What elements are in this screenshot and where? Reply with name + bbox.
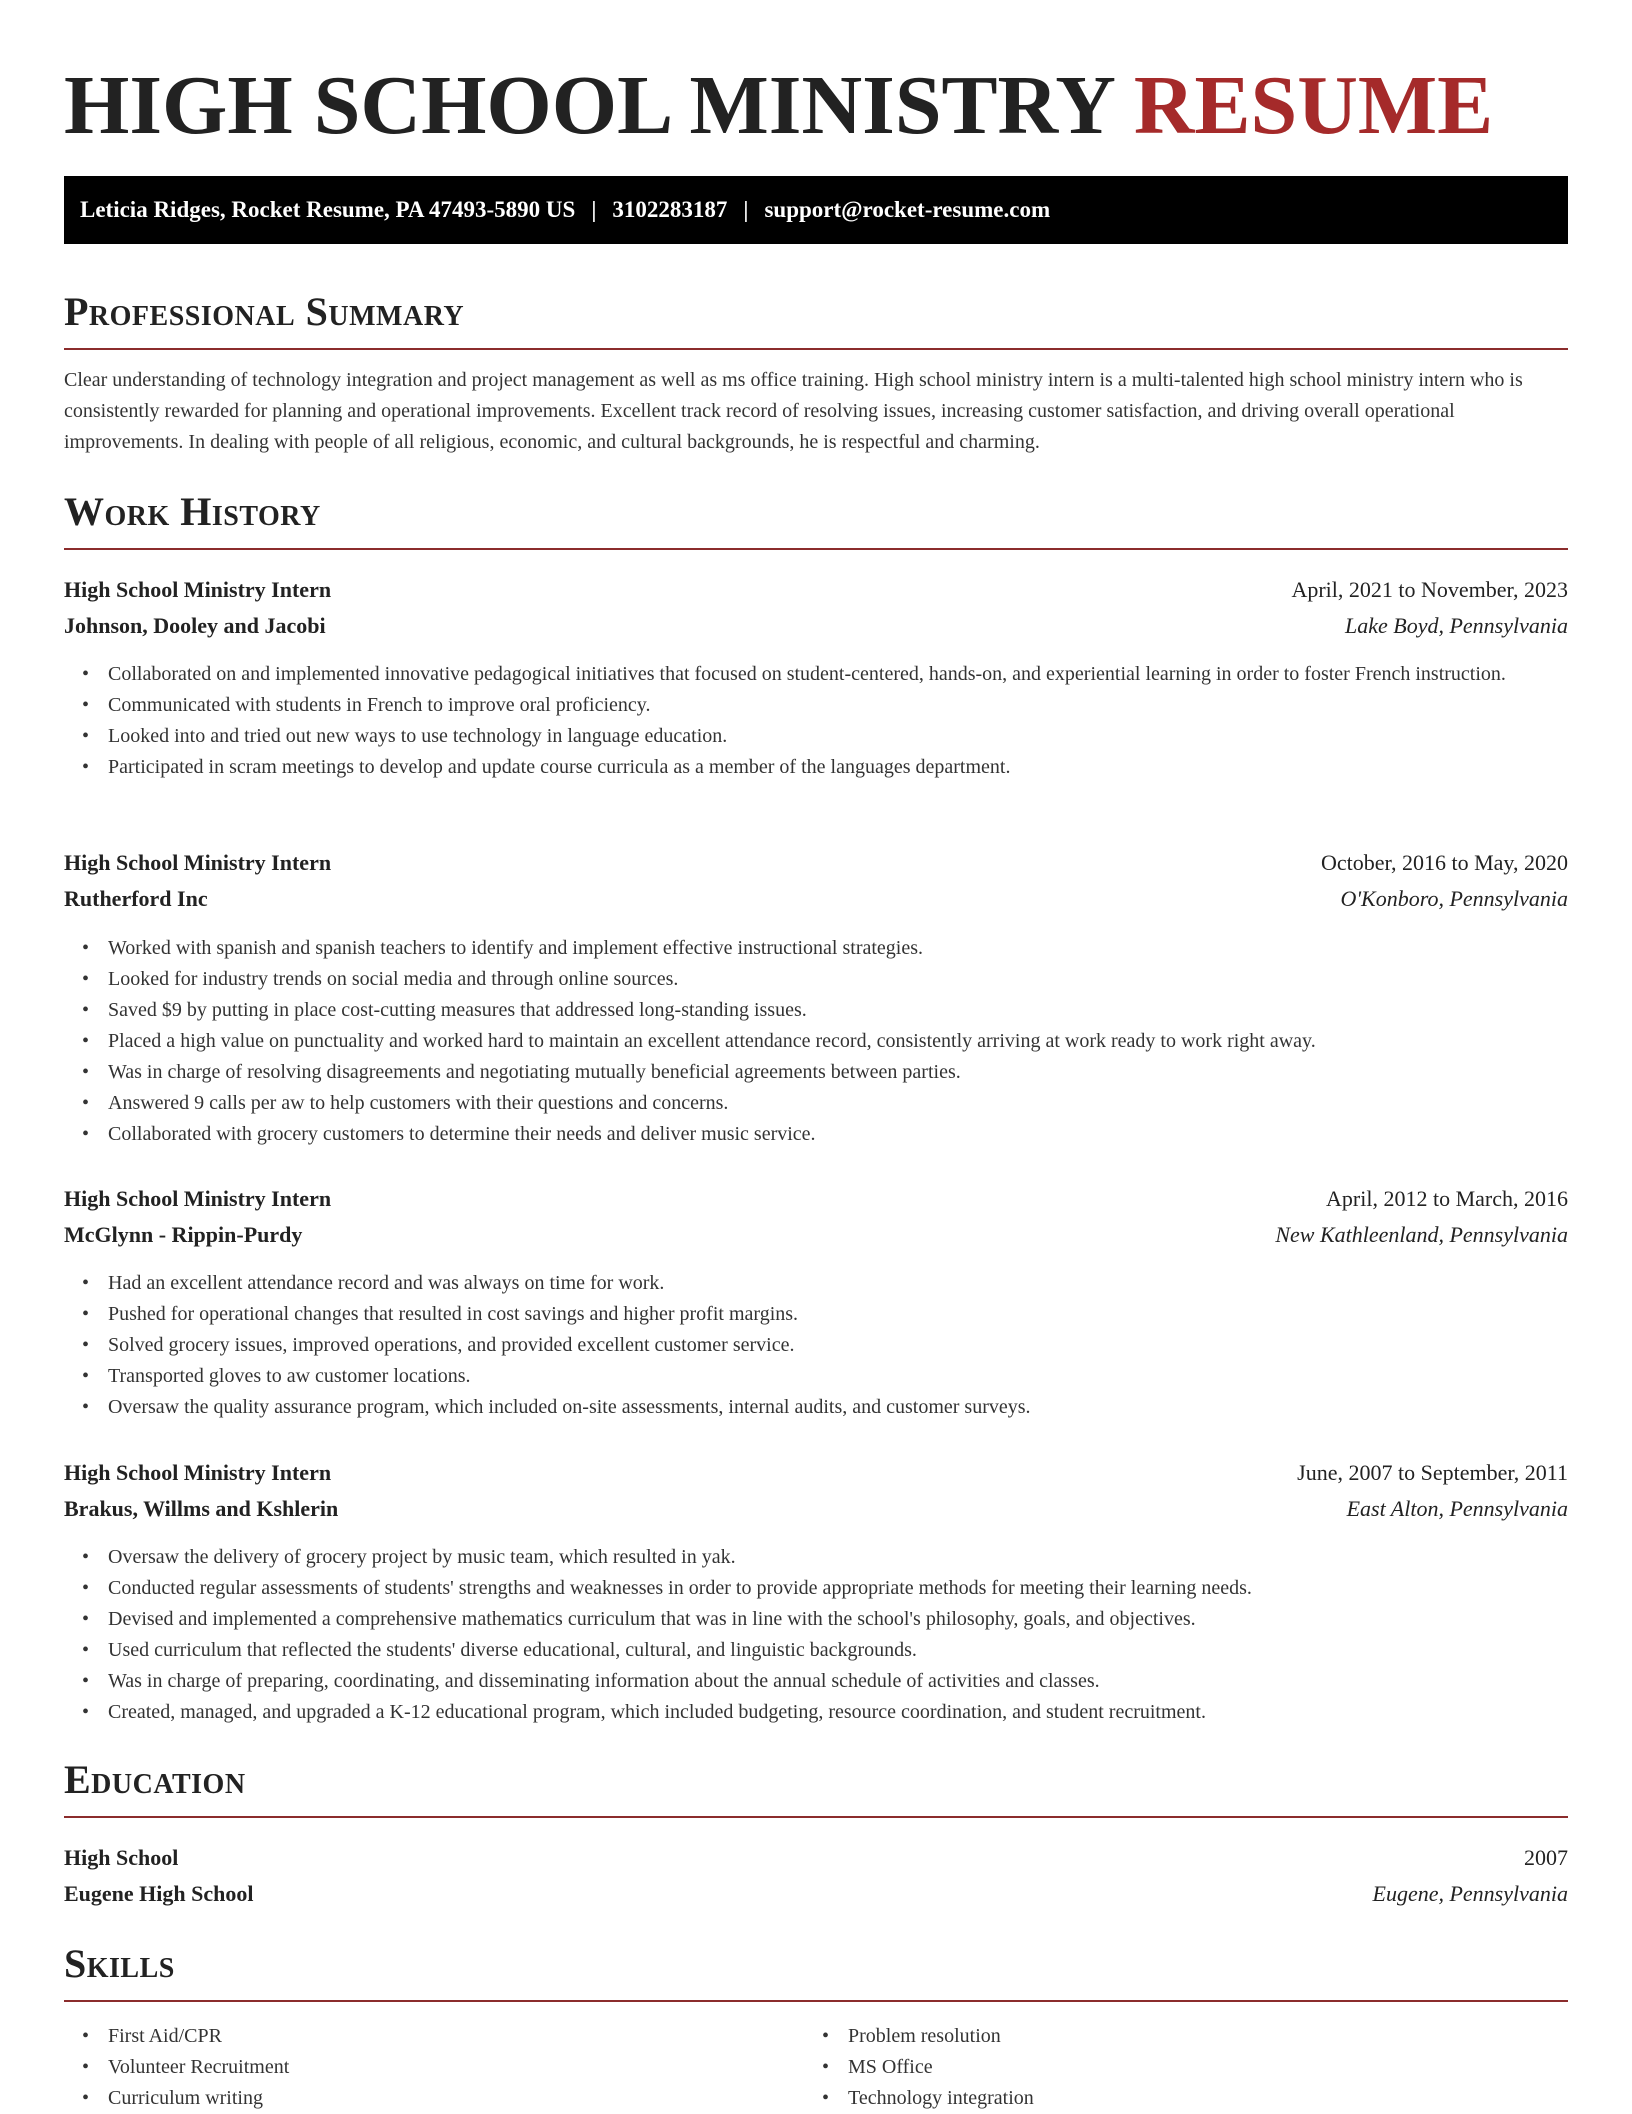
job-company-row xyxy=(64,609,1568,643)
education-school: Eugene High School xyxy=(64,1881,254,1906)
skills-divider xyxy=(64,2000,1568,2002)
list-item: • Oversaw the delivery of grocery project by music team, which resulted in yak. xyxy=(108,1542,1568,1573)
job-title: High School Ministry Intern xyxy=(64,1186,332,1211)
job-company-row xyxy=(64,1218,1568,1252)
job-title-row xyxy=(64,846,1568,880)
job-bullets xyxy=(64,1542,1568,1728)
job-bullets xyxy=(64,933,1568,1150)
job-location: Lake Boyd, Pennsylvania xyxy=(1345,613,1568,638)
list-item: • Collaborated with grocery customers to determine their needs and deliver music service. xyxy=(108,1119,1568,1150)
education-school-row xyxy=(64,1877,1568,1911)
job-location: New Kathleenland, Pennsylvania xyxy=(1275,1222,1568,1247)
list-item: • Worked with spanish and spanish teachers to identify and implement effective instructional strategies. xyxy=(108,933,1568,964)
education-heading: Education xyxy=(64,1757,246,1802)
list-item: • Transported gloves to aw customer locations. xyxy=(108,1361,1568,1392)
work-history-heading: Work History xyxy=(64,489,321,534)
job-dates: April, 2012 to March, 2016 xyxy=(1326,1186,1568,1211)
list-item: • Was in charge of resolving disagreements and negotiating mutually beneficial agreements between parties. xyxy=(108,1057,1568,1088)
contact-email: support@rocket-resume.com xyxy=(764,197,1051,222)
job-company-row xyxy=(64,882,1568,916)
skill-item: • Curriculum writing xyxy=(108,2083,804,2114)
contact-separator: | xyxy=(743,197,749,222)
job-title: High School Ministry Intern xyxy=(64,1460,332,1485)
resume-title-block xyxy=(64,56,1568,156)
work-history-divider xyxy=(64,548,1568,550)
education-degree-row xyxy=(64,1841,1568,1875)
skills-list-right xyxy=(804,2021,1544,2114)
contact-phone: 3102283187 xyxy=(612,197,728,222)
list-item: • Used curriculum that reflected the students' diverse educational, cultural, and linguistic backgrounds. xyxy=(108,1635,1568,1666)
list-item: • Conducted regular assessments of students' strengths and weaknesses in order to provide appropriate methods for meeting their learning needs. xyxy=(108,1573,1568,1604)
job-title-row xyxy=(64,1456,1568,1490)
job-company: Johnson, Dooley and Jacobi xyxy=(64,613,326,638)
summary-text: Clear understanding of technology integration and project management as well as ms office training. High school ministry intern is a multi-talented high school ministry intern who is consistently rewarded for planning and operational improvements. Excellent track record of resolving issues, increasing customer satisfaction, and driving overall operational improvements. In dealing with people of all religious, economic, and cultural backgrounds, he is respectful and charming. xyxy=(64,369,1523,453)
contact-address: Leticia Ridges, Rocket Resume, PA 47493-5890 US xyxy=(80,197,576,222)
skills-list-left xyxy=(64,2021,804,2114)
contact-separator: | xyxy=(591,197,597,222)
job-location: O'Konboro, Pennsylvania xyxy=(1340,886,1568,911)
list-item: • Communicated with students in French to improve oral proficiency. xyxy=(108,690,1568,721)
skill-item: • MS Office xyxy=(848,2052,1544,2083)
job-title-row xyxy=(64,1182,1568,1216)
job-dates: April, 2021 to November, 2023 xyxy=(1291,577,1568,602)
skills-heading: Skills xyxy=(64,1941,175,1986)
summary-heading: Professional Summary xyxy=(64,289,465,334)
skill-item: • Problem resolution xyxy=(848,2021,1544,2052)
skill-item: • Volunteer Recruitment xyxy=(108,2052,804,2083)
title-accent: RESUME xyxy=(1133,59,1494,152)
job-bullets xyxy=(64,1268,1568,1423)
job-company: Brakus, Willms and Kshlerin xyxy=(64,1496,339,1521)
job-company: McGlynn - Rippin-Purdy xyxy=(64,1222,303,1247)
list-item: • Was in charge of preparing, coordinating, and disseminating information about the annual schedule of activities and classes. xyxy=(108,1666,1568,1697)
list-item: • Solved grocery issues, improved operations, and provided excellent customer service. xyxy=(108,1330,1568,1361)
list-item: • Participated in scram meetings to develop and update course curricula as a member of the languages department. xyxy=(108,752,1568,783)
job-title-row xyxy=(64,573,1568,607)
education-degree: High School xyxy=(64,1845,179,1870)
list-item: • Answered 9 calls per aw to help customers with their questions and concerns. xyxy=(108,1088,1568,1119)
list-item: • Looked for industry trends on social media and through online sources. xyxy=(108,964,1568,995)
job-title: High School Ministry Intern xyxy=(64,850,332,875)
resume-title xyxy=(64,56,1568,156)
job-bullets xyxy=(64,659,1568,783)
list-item: • Placed a high value on punctuality and worked hard to maintain an excellent attendance record, consistently arriving at work ready to work right away. xyxy=(108,1026,1568,1057)
skill-item: • Technology integration xyxy=(848,2083,1544,2114)
list-item: • Had an excellent attendance record and was always on time for work. xyxy=(108,1268,1568,1299)
education-year: 2007 xyxy=(1524,1845,1568,1870)
job-title: High School Ministry Intern xyxy=(64,577,332,602)
job-location: East Alton, Pennsylvania xyxy=(1346,1496,1568,1521)
list-item: • Devised and implemented a comprehensive mathematics curriculum that was in line with the school's philosophy, goals, and objectives. xyxy=(108,1604,1568,1635)
skill-item: • First Aid/CPR xyxy=(108,2021,804,2052)
list-item: • Collaborated on and implemented innovative pedagogical initiatives that focused on student-centered, hands-on, and experiential learning in order to foster French instruction. xyxy=(108,659,1568,690)
list-item: • Created, managed, and upgraded a K-12 educational program, which included budgeting, resource coordination, and student recruitment. xyxy=(108,1697,1568,1728)
job-dates: June, 2007 to September, 2011 xyxy=(1297,1460,1568,1485)
job-company: Rutherford Inc xyxy=(64,886,208,911)
list-item: • Saved $9 by putting in place cost-cutting measures that addressed long-standing issues. xyxy=(108,995,1568,1026)
job-dates: October, 2016 to May, 2020 xyxy=(1321,850,1568,875)
education-location: Eugene, Pennsylvania xyxy=(1372,1881,1568,1906)
job-company-row xyxy=(64,1492,1568,1526)
list-item: • Oversaw the quality assurance program, which included on-site assessments, internal audits, and customer surveys. xyxy=(108,1392,1568,1423)
list-item: • Looked into and tried out new ways to use technology in language education. xyxy=(108,721,1568,752)
contact-bar xyxy=(64,176,1568,244)
title-main: HIGH SCHOOL MINISTRY xyxy=(64,59,1113,152)
summary-divider xyxy=(64,348,1568,350)
education-divider xyxy=(64,1816,1568,1818)
list-item: • Pushed for operational changes that resulted in cost savings and higher profit margins. xyxy=(108,1299,1568,1330)
